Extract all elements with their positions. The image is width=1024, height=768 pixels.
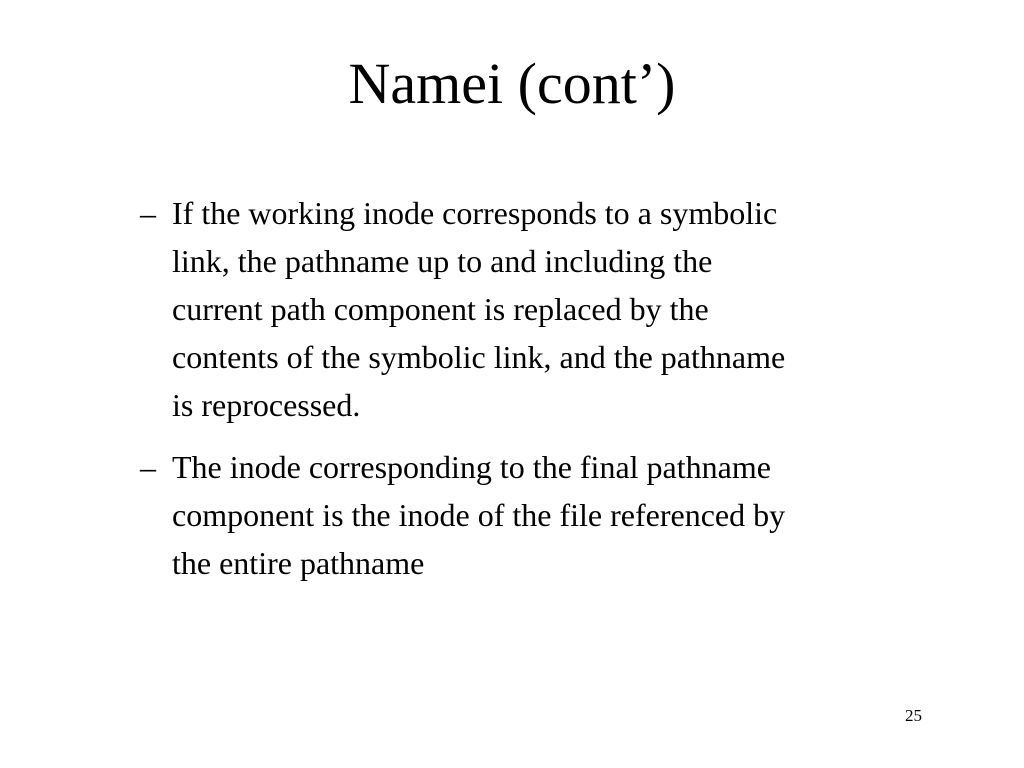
bullet-line: current path component is replaced by the bbox=[172, 291, 709, 327]
bullet-list bbox=[130, 189, 970, 601]
bullet-dash: – bbox=[140, 449, 156, 485]
bullet-dash: – bbox=[140, 195, 156, 231]
bullet-line: The inode corresponding to the final pathname bbox=[172, 449, 771, 485]
bullet-line: the entire pathname bbox=[172, 545, 425, 581]
bullet-line: contents of the symbolic link, and the pathname bbox=[172, 339, 786, 375]
bullet-line: is reprocessed. bbox=[172, 387, 361, 423]
bullet-item bbox=[130, 189, 970, 429]
slide-title: Namei (cont’) bbox=[348, 51, 676, 116]
bullet-item bbox=[130, 443, 970, 587]
page-number: 25 bbox=[905, 706, 922, 725]
bullet-line: component is the inode of the file referenced by bbox=[172, 497, 786, 533]
bullet-line: link, the pathname up to and including the bbox=[172, 243, 713, 279]
bullet-line: If the working inode corresponds to a symbolic bbox=[172, 195, 778, 231]
